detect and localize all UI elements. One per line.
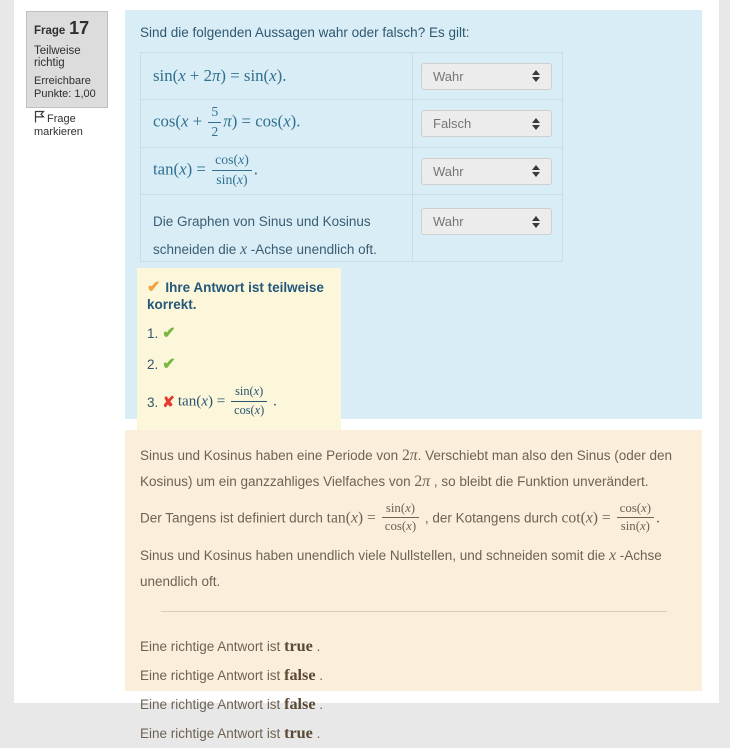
question-prompt: Sind die folgenden Aussagen wahr oder falsch? Es gilt: xyxy=(140,25,470,40)
answer-cell-1 xyxy=(413,53,562,99)
feedback-item-1 xyxy=(147,323,331,343)
select-arrows-icon xyxy=(532,70,540,82)
grade-line2: Punkte: 1,00 xyxy=(34,88,96,100)
correct-answer-line-1: Eine richtige Antwort ist true . xyxy=(140,636,321,655)
answer-select-2[interactable] xyxy=(421,110,552,137)
question-number: 17 xyxy=(69,18,90,38)
question-state: Teilweise richtig xyxy=(34,45,81,69)
feedback-item-3 xyxy=(147,385,331,420)
feedback-item-2 xyxy=(147,354,331,374)
answer-select-4-value: Wahr xyxy=(433,214,464,229)
statement-4 xyxy=(141,194,413,261)
question-label: Frage xyxy=(34,25,66,37)
select-arrows-icon xyxy=(532,165,540,177)
statement-table xyxy=(140,52,563,262)
general-feedback-paragraph-2: Der Tangens ist definiert durch tan(x) = $\frac{\sin(x)}{\cos(x)}$ , der Kotangens durch cot(x) = $\frac{\cos(x)}{\sin(x)}$ . xyxy=(140,501,660,534)
general-feedback-paragraph-1: Sinus und Kosinus haben eine Periode von 2π. Verschiebt man also den Sinus (oder den Kosinus) um ein ganzzahliges Vielfaches von 2π , so bleibt die Funktion unverändert. xyxy=(140,447,673,490)
correct-answers-list xyxy=(140,632,687,748)
answer-select-2-value: Falsch xyxy=(433,116,472,131)
statement-3-math: tan(x) = $\frac{\cos(x)}{\sin(x)}$ . xyxy=(153,151,258,187)
feedback-summary-line xyxy=(147,277,331,312)
incorrect-cross-icon: ✘ xyxy=(162,394,175,412)
grade-line1: Erreichbare xyxy=(34,75,91,87)
answer-cell-3 xyxy=(413,147,562,194)
correct-answer-line-3: Eine richtige Antwort ist false . xyxy=(140,694,324,713)
general-feedback-box xyxy=(125,430,702,742)
question-formulation xyxy=(125,10,702,419)
item-number: 3. xyxy=(147,394,159,410)
statement-2 xyxy=(141,99,413,147)
statement-1 xyxy=(141,53,413,99)
answer-select-3-value: Wahr xyxy=(433,163,464,179)
general-feedback-paragraph-3: Sinus und Kosinus haben unendlich viele Nullstellen, und schneiden somit die x -Achse unendlich oft. xyxy=(140,546,662,589)
statement-3 xyxy=(141,147,413,194)
item-number: 1. xyxy=(147,325,159,341)
statement-2-math: cos(x + $\frac{5}{2}$ π) = cos(x). xyxy=(153,104,301,139)
answer-select-1[interactable] xyxy=(421,63,552,90)
flag-icon xyxy=(34,110,45,127)
answer-select-1-value: Wahr xyxy=(433,68,464,84)
statement-4-text: Die Graphen von Sinus und Kosinus schneiden die x -Achse unendlich oft. xyxy=(153,214,377,258)
item-number: 2. xyxy=(147,356,159,372)
partially-correct-check-icon: ✔ xyxy=(147,279,161,296)
question-number-line xyxy=(34,18,100,41)
correct-check-icon: ✔ xyxy=(162,325,176,342)
feedback-divider xyxy=(161,611,667,612)
question-grade xyxy=(34,75,100,101)
feedback-item-3-math: tan(x) = $\frac{\sin(x)}{\cos(x)}$ . xyxy=(177,384,277,417)
question-info-panel xyxy=(26,11,108,138)
answer-cell-4 xyxy=(413,194,562,261)
answer-select-4[interactable] xyxy=(421,208,552,235)
correct-answer-line-4: Eine richtige Antwort ist true . xyxy=(140,723,321,742)
feedback-summary: Ihre Antwort ist teilweise korrekt. xyxy=(147,280,324,312)
select-arrows-icon xyxy=(532,118,540,130)
correct-check-icon: ✔ xyxy=(162,356,176,373)
select-arrows-icon xyxy=(532,216,540,228)
flag-question-link[interactable] xyxy=(34,109,100,139)
flag-label: Frage markieren xyxy=(34,113,83,138)
answer-cell-2 xyxy=(413,99,562,147)
correct-answer-line-2: Eine richtige Antwort ist false . xyxy=(140,665,324,684)
answer-select-3[interactable] xyxy=(421,158,552,185)
statement-1-math: sin(x + 2π) = sin(x). xyxy=(153,66,287,85)
